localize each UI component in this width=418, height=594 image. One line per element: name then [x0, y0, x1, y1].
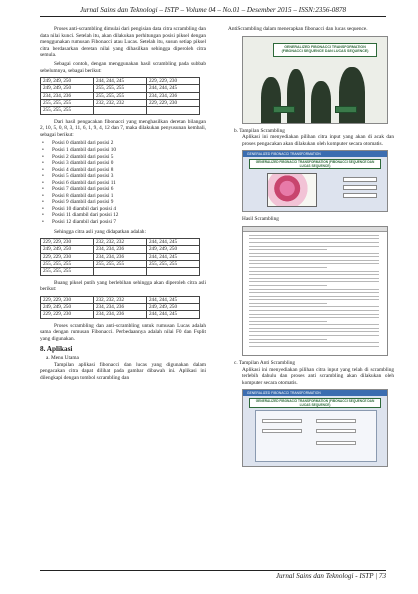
table-row: [41, 311, 200, 318]
window-banner: GENERALIZED FIBONACCI TRANSFORMATION (FIBONACCI SEQUENCE DAN LUCAS SEQUENCE): [249, 398, 381, 408]
result-line: [249, 271, 379, 272]
paragraph-fibonacci-order: Dari hasil pengacakan fibonacci yang menghasilkan deretan bilangan 2, 10, 5, 0, 8, 3, 11, 6, 1, 9, 4, 12 dan 7, maka dilakukan penyusunan kembali, sebagai berikut:: [40, 118, 206, 138]
result-line: [249, 246, 379, 247]
flower-image-preview: [267, 173, 317, 207]
result-line: [249, 321, 327, 322]
list-item: • Posisi 6 diambil dari posisi 11: [40, 180, 206, 187]
table-cell: 244, 244, 245: [94, 78, 147, 85]
silhouette-figure: [287, 69, 305, 123]
table-cell: [94, 268, 147, 275]
result-line: [249, 335, 379, 336]
running-header: Jurnal Sains dan Teknologi – ISTP – Volume 04 – No.01 – Desember 2015 – ISSN:2356-0878: [79, 6, 346, 14]
paragraph-anti-scrambling-view: Aplikasi ini menyediakan pilihan citra input yang telah di scrambling terlebih dahulu dan proses anti scrambling akan dilakukan oleh komputer secara otomatis.: [242, 366, 394, 386]
result-line: [249, 299, 379, 300]
result-line: [249, 331, 379, 332]
table-cell: 249, 249, 250: [41, 78, 94, 85]
window-titlebar: GENERALIZED FIBONACCI TRANSFORMATION: [243, 151, 387, 157]
list-item: • Posisi 5 diambil dari posisi 3: [40, 173, 206, 180]
left-column: [40, 26, 206, 383]
subsection-tampilan-anti-scrambling: c. Tampilan Anti Scrambling: [234, 359, 296, 366]
table-cell: 255, 255, 255: [41, 261, 94, 268]
subsection-menu-utama: a. Menu Utama: [46, 355, 79, 362]
table-cell: 255, 255, 255: [94, 261, 147, 268]
table-cell: [94, 107, 147, 114]
table-cell: 244, 244, 245: [147, 311, 200, 318]
result-line: [249, 278, 379, 279]
table-cell: 234, 234, 236: [94, 304, 147, 311]
table-cell: 232, 232, 232: [94, 296, 147, 303]
table-scrambled-pixels: [40, 77, 200, 114]
window-titlebar: GENERALIZED FIBONACCI TRANSFORMATION: [243, 390, 387, 396]
footer-rule: [40, 570, 386, 571]
table-cell: 255, 255, 255: [41, 107, 94, 114]
table-cell: 234, 234, 236: [41, 92, 94, 99]
anti-scrambling-panel: [255, 410, 377, 462]
result-line: [249, 263, 379, 264]
table-cell: 249, 249, 250: [41, 246, 94, 253]
window-banner: GENERALIZED FIBONACCI TRANSFORMATION (FIBONACCI SEQUENCE DAN LUCAS SEQUENCE): [249, 159, 381, 169]
table-row: [41, 268, 200, 275]
table-cell: 244, 244, 245: [147, 239, 200, 246]
result-line: [249, 306, 379, 307]
result-line: [249, 328, 379, 329]
result-line: [249, 281, 379, 282]
table-cell: 244, 244, 245: [147, 85, 200, 92]
paragraph-remove-white: Buang piksel putih yang berlebihan sehingga akan diperoleh citra asli berikut:: [40, 279, 206, 293]
input-field[interactable]: [316, 419, 356, 423]
anti-scrambling-button[interactable]: [335, 106, 357, 113]
result-line: [249, 238, 379, 239]
paragraph-scrambling-view: Aplikasi ini menyediakan pilihan citra input yang akan di acak dan proses pengacakan akan dilakukan oleh komputer secara otomatis.: [242, 134, 394, 147]
result-line: [249, 274, 379, 275]
table-row: [41, 253, 200, 260]
scrambling-button[interactable]: [273, 106, 295, 113]
list-item: • Posisi 7 diambil dari posisi 6: [40, 186, 206, 193]
result-line: [249, 346, 379, 347]
result-line: [249, 303, 327, 304]
table-cell: 229, 229, 230: [41, 253, 94, 260]
table-cell: 249, 249, 250: [147, 304, 200, 311]
result-toolbar: [243, 227, 387, 232]
table-row: [41, 261, 200, 268]
table-cell: 234, 234, 236: [94, 253, 147, 260]
list-item: • Posisi 2 diambil dari posisi 5: [40, 154, 206, 161]
list-item: • Posisi 1 diambil dari posisi 10: [40, 147, 206, 154]
table-cell: 249, 249, 250: [147, 246, 200, 253]
result-line: [249, 267, 327, 268]
figure-scrambling-window: [242, 150, 388, 212]
table-cell: 255, 255, 255: [41, 268, 94, 275]
silhouette-figure: [311, 81, 331, 123]
result-line: [249, 310, 379, 311]
input-field[interactable]: [343, 185, 377, 190]
paragraph-lucas-note: Proses scrambling dan anti-scrambling untuk rumusan Lucas adalah sama dengan rumusan Fibonacci. Perbedaannya adalah nilai F0 dan Fsplit yang digunakan.: [40, 322, 206, 342]
table-cell: 249, 249, 250: [41, 304, 94, 311]
list-item: • Posisi 8 diambil dari posisi 1: [40, 193, 206, 200]
table-cell: [147, 268, 200, 275]
figure-anti-scrambling-window: [242, 389, 388, 467]
result-line: [249, 256, 379, 257]
silhouette-figure: [261, 77, 281, 123]
result-line: [249, 324, 379, 325]
list-item: • Posisi 4 diambil dari posisi 8: [40, 167, 206, 174]
list-item: • Posisi 12 diambil dari posisi 7: [40, 219, 206, 226]
table-cell: 244, 244, 245: [147, 253, 200, 260]
table-cell: 249, 249, 250: [41, 85, 94, 92]
table-row: [41, 239, 200, 246]
table-cell: 234, 234, 236: [94, 246, 147, 253]
result-line: [249, 339, 327, 340]
table-cell: 234, 234, 236: [94, 311, 147, 318]
table-cell: 234, 234, 236: [147, 92, 200, 99]
table-cell: 255, 255, 255: [94, 85, 147, 92]
result-line: [249, 317, 379, 318]
input-field[interactable]: [262, 419, 302, 423]
footer-text: Jurnal Sains dan Teknologi - ISTP | 73: [275, 572, 386, 580]
result-line: [249, 285, 327, 286]
table-row: [41, 246, 200, 253]
table-row: [41, 100, 200, 107]
table-cell: 229, 229, 230: [147, 100, 200, 107]
list-item: • Posisi 10 diambil dari posisi 4: [40, 206, 206, 213]
label-hasil-scrambling: Hasil Scrambling: [242, 216, 279, 223]
position-list: [40, 140, 206, 225]
table-cell: 229, 229, 230: [41, 311, 94, 318]
table-row: [41, 296, 200, 303]
list-item: • Posisi 9 diambil dari posisi 9: [40, 199, 206, 206]
result-line: [249, 242, 379, 243]
input-field[interactable]: [316, 429, 356, 433]
result-lines: [243, 235, 387, 347]
table-cell: 255, 255, 255: [147, 261, 200, 268]
input-field[interactable]: [316, 441, 356, 445]
table-original-pixels: [40, 238, 200, 275]
table-row: [41, 85, 200, 92]
table-cell: 232, 232, 232: [94, 100, 147, 107]
paragraph-original-intro: Sehingga citra asli yang didapatkan adalah:: [54, 228, 146, 235]
paragraph-antiscrambling-cont: AntiScrambling dalam menerapkan fibonacci dan lucas sequence.: [228, 26, 368, 32]
result-line: [249, 292, 379, 293]
figure-scrambling-result: [242, 226, 388, 356]
paragraph-example-intro: Sebagai contoh, dengan menggunakan hasil scrambling pada subbab sebelumnya, sebagai berikut:: [40, 60, 206, 74]
input-field[interactable]: [343, 193, 377, 198]
result-line: [249, 289, 379, 290]
input-field[interactable]: [343, 177, 377, 182]
table-cell: [147, 107, 200, 114]
table-cell: 255, 255, 255: [41, 100, 94, 107]
result-line: [249, 235, 379, 236]
list-item: • Posisi 0 diambil dari posisi 2: [40, 140, 206, 147]
result-line: [249, 296, 379, 297]
list-item: • Posisi 3 diambil dari posisi 0: [40, 160, 206, 167]
table-cell: 244, 244, 245: [147, 296, 200, 303]
table-row: [41, 78, 200, 85]
section-title-aplikasi: 8. Aplikasi: [40, 345, 73, 354]
table-cell: 229, 229, 230: [147, 78, 200, 85]
result-line: [249, 253, 379, 254]
figure-main-menu: [242, 36, 388, 124]
table-row: [41, 304, 200, 311]
paragraph-anti-scrambling: Proses anti-scrambling dimulai dari pengisian data citra scrambling dan data nilai kunci. Setelah itu, akan dilakukan perhitungan posisi piksel dengan menggunakan rumusan Fibonacci atau Lucas. Setelah itu, susun setiap piksel citra berdasarkan deretan nilai yang dihasilkan sehingga diperoleh citra semula.: [40, 26, 206, 59]
list-item: • Posisi 11 diambil dari posisi 12: [40, 212, 206, 219]
result-line: [249, 249, 327, 250]
table-final-pixels: [40, 296, 200, 319]
silhouette-figure: [339, 67, 365, 123]
header-rule: [40, 16, 386, 17]
table-cell: 229, 229, 230: [41, 239, 94, 246]
result-line: [249, 260, 379, 261]
table-cell: 255, 255, 255: [94, 92, 147, 99]
subsection-tampilan-scrambling: b. Tampilan Scrambling: [234, 127, 285, 134]
running-footer: [40, 570, 386, 583]
result-line: [249, 314, 379, 315]
table-row: [41, 107, 200, 114]
input-field[interactable]: [262, 429, 302, 433]
table-cell: 229, 229, 230: [41, 296, 94, 303]
result-line: [249, 342, 379, 343]
main-menu-title: GENERALIZED FIBONACCI TRANSFORMATION (FIBONACCI SEQUENCE DAN LUCAS SEQUENCE): [273, 43, 377, 57]
table-cell: 232, 232, 232: [94, 239, 147, 246]
paragraph-app-description: Tampilan aplikasi fibonacci dan lucas yang digunakan dalam pengacakan citra dapat dilihat pada gambar dibawah ini. Aplikasi ini dilengkapi dengan tombol scrambling dan: [40, 361, 206, 381]
right-column: [228, 26, 394, 471]
table-row: [41, 92, 200, 99]
